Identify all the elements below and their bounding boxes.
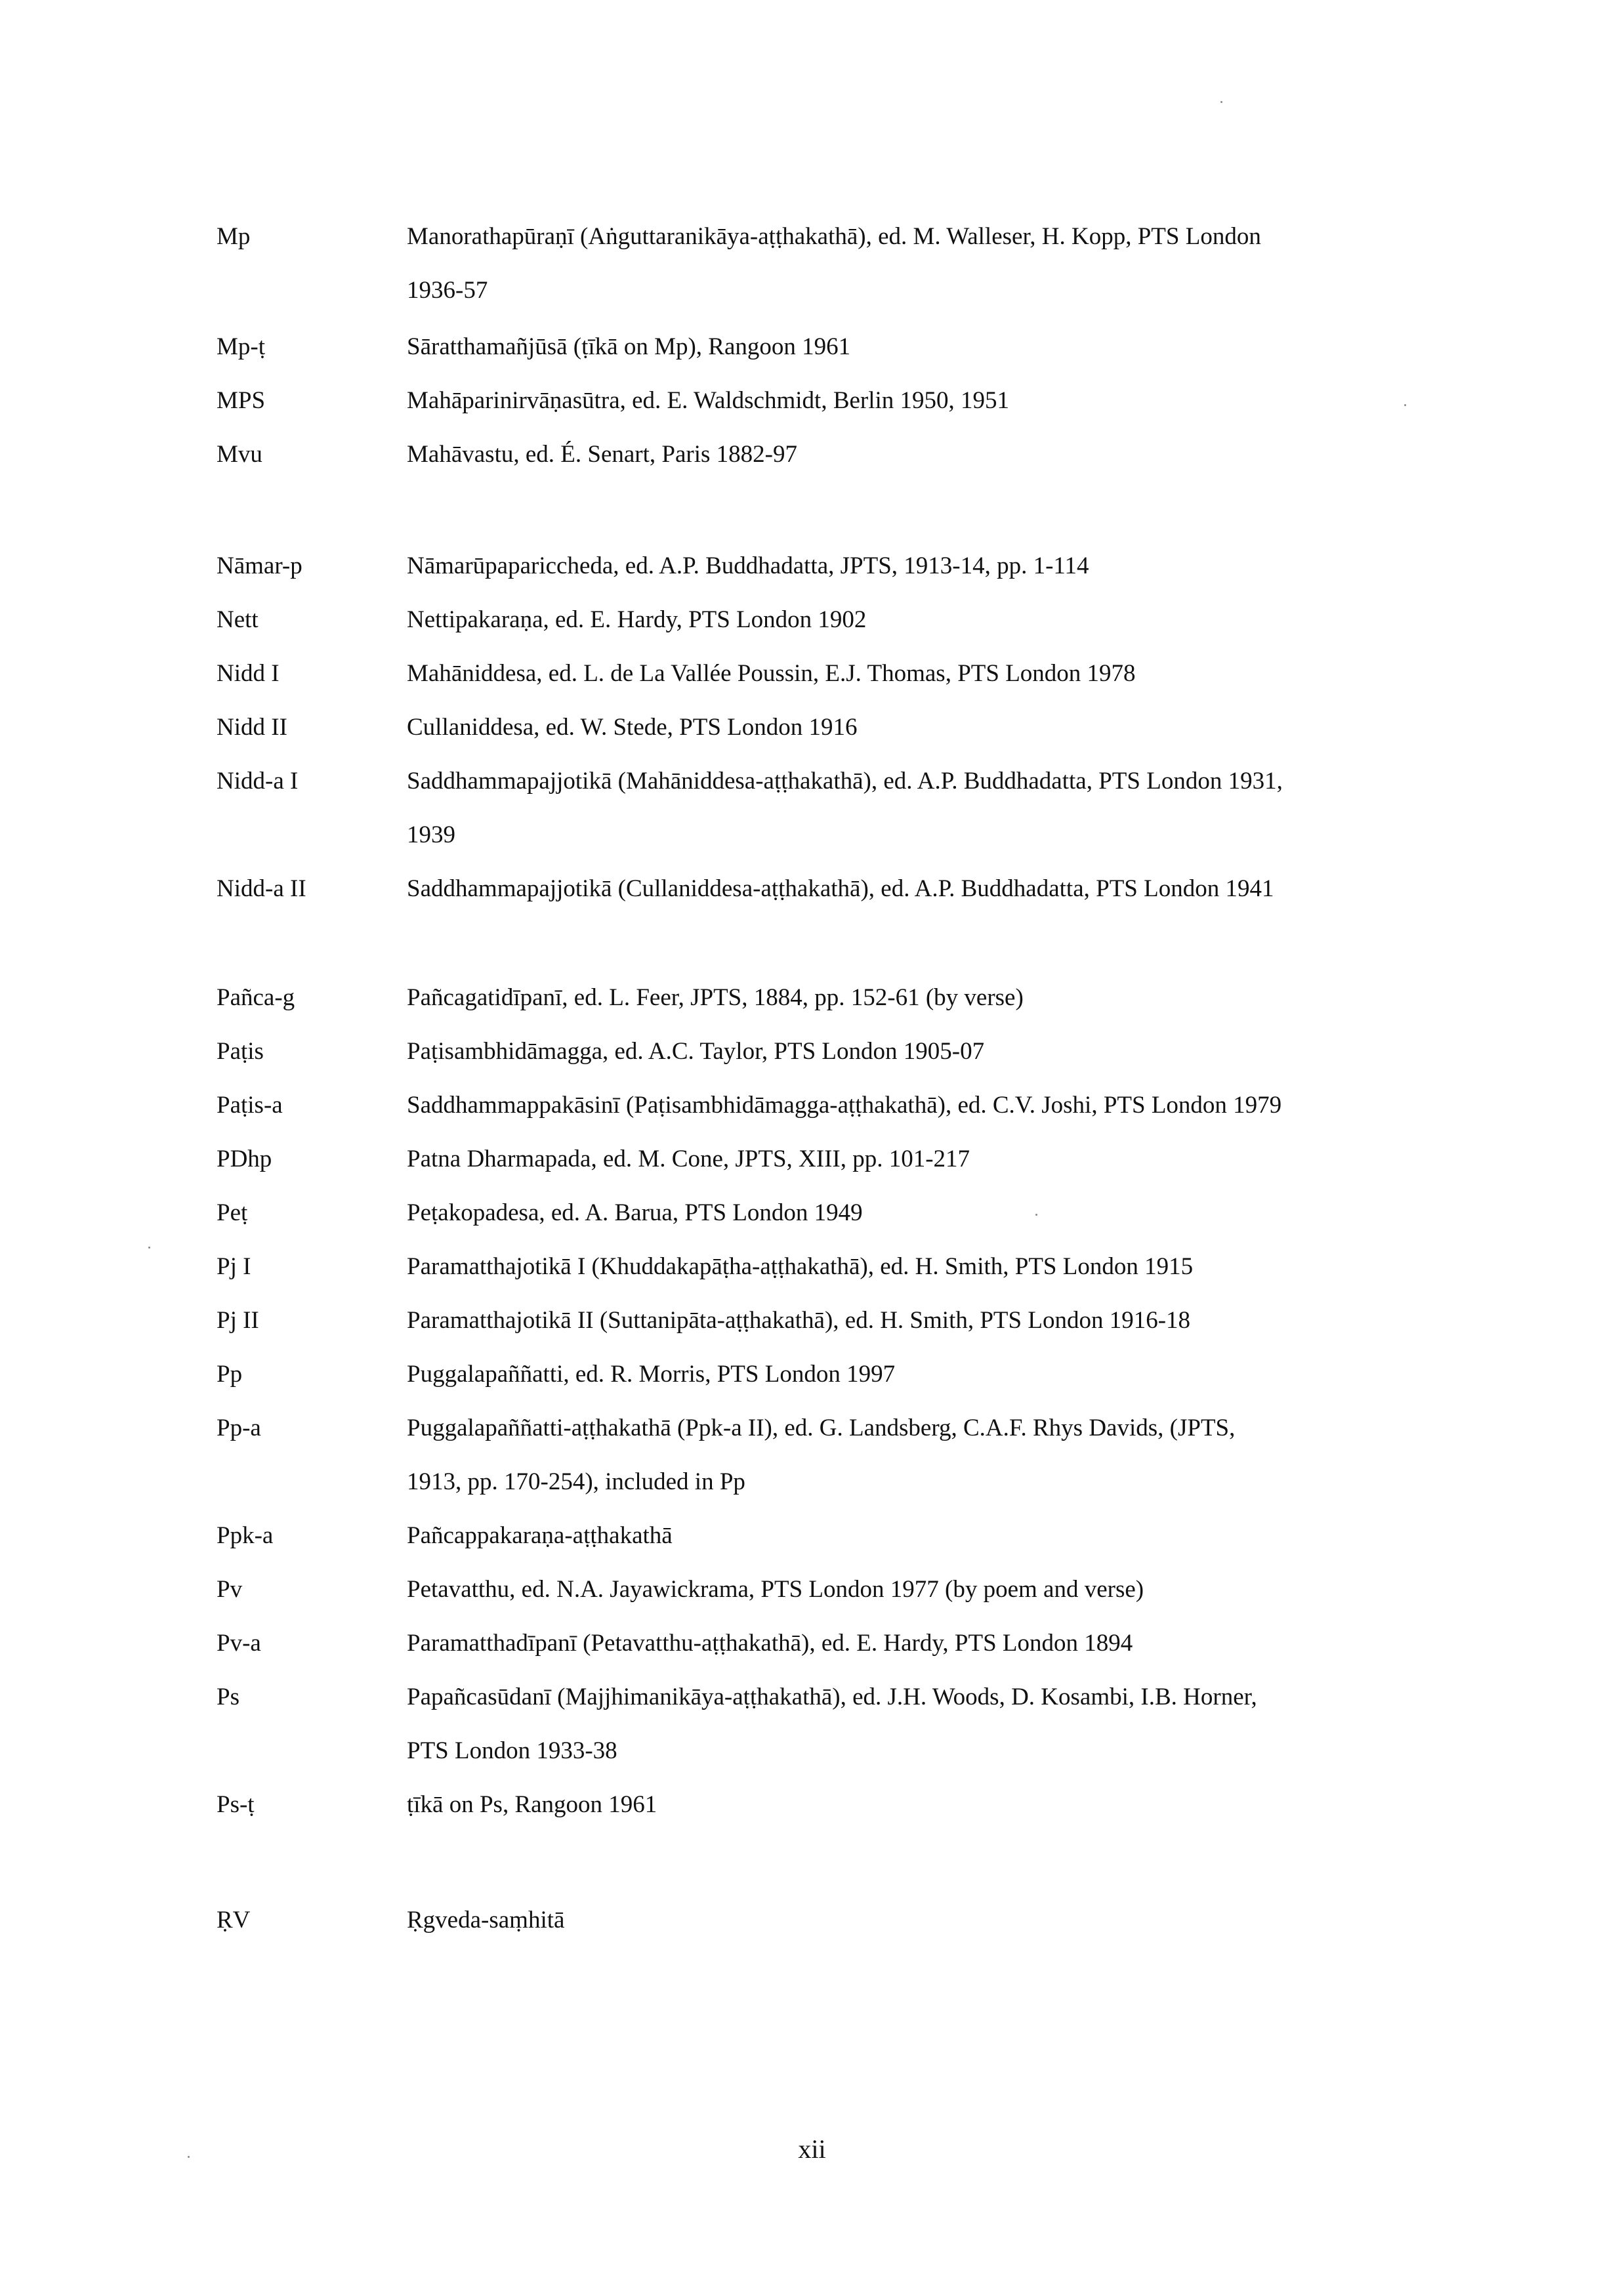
entry-abbreviation: Pp-a [217, 1415, 261, 1441]
entry-description [407, 1893, 1404, 1947]
entry-description [407, 1132, 1404, 1186]
entry-abbreviation: Nidd II [217, 714, 287, 741]
scan-speck [148, 1247, 150, 1249]
entry-abbreviation: Paṭis [217, 1038, 264, 1065]
entry-description [407, 1670, 1404, 1778]
entry-description [407, 428, 1404, 482]
entry-description [407, 755, 1404, 862]
entry-description [407, 647, 1404, 701]
entry-description [407, 1778, 1404, 1832]
entry-line: Pañcappakaraṇa-aṭṭhakathā [407, 1522, 673, 1549]
entry-line: Nettipakaraṇa, ed. E. Hardy, PTS London 1902 [407, 606, 867, 633]
entry-description [407, 593, 1404, 647]
scan-speck [188, 2156, 190, 2158]
entry-description [407, 210, 1404, 318]
entry-description [407, 1348, 1404, 1401]
entry-description [407, 320, 1404, 374]
entry-abbreviation: Paṭis-a [217, 1092, 283, 1119]
entry-abbreviation: Pv-a [217, 1630, 261, 1657]
entry-description [407, 701, 1404, 755]
entry-abbreviation: Nidd I [217, 660, 280, 687]
entry-line: PTS London 1933-38 [407, 1737, 617, 1764]
entry-description [407, 374, 1404, 428]
scan-speck [1035, 1214, 1037, 1216]
entry-line: Cullaniddesa, ed. W. Stede, PTS London 1916 [407, 714, 858, 741]
entry-line: Paramatthajotikā II (Suttanipāta-aṭṭhakathā), ed. H. Smith, PTS London 1916-18 [407, 1307, 1191, 1334]
entry-line: Paramatthajotikā I (Khuddakapāṭha-aṭṭhakathā), ed. H. Smith, PTS London 1915 [407, 1253, 1194, 1280]
entry-abbreviation: Nidd-a I [217, 768, 299, 795]
entry-abbreviation: PDhp [217, 1146, 272, 1172]
entry-abbreviation: Mp-ṭ [217, 333, 265, 360]
entry-description [407, 539, 1404, 593]
entry-description [407, 1294, 1404, 1348]
entry-line: Peṭakopadesa, ed. A. Barua, PTS London 1949 [407, 1199, 863, 1226]
entry-description [407, 1025, 1404, 1079]
entry-abbreviation: Pj II [217, 1307, 259, 1334]
entry-line: 1936-57 [407, 277, 488, 304]
entry-description [407, 971, 1404, 1025]
entry-line: Papañcasūdanī (Majjhimanikāya-aṭṭhakathā), ed. J.H. Woods, D. Kosambi, I.B. Horner, [407, 1684, 1257, 1710]
page-number: xii [798, 2134, 826, 2164]
entry-abbreviation: Ps-ṭ [217, 1791, 255, 1818]
entry-abbreviation: Pv [217, 1576, 243, 1603]
entry-line: Paṭisambhidāmagga, ed. A.C. Taylor, PTS London 1905-07 [407, 1038, 985, 1065]
entry-abbreviation: Mvu [217, 441, 262, 468]
entry-abbreviation: Pañca-g [217, 984, 295, 1011]
entry-description [407, 1563, 1404, 1617]
entry-abbreviation: Mp [217, 223, 251, 250]
entry-line: Ṛgveda-saṃhitā [407, 1907, 565, 1933]
entry-line: Sāratthamañjūsā (ṭīkā on Mp), Rangoon 1961 [407, 333, 851, 360]
entry-abbreviation: Ps [217, 1684, 239, 1710]
entry-line: Petavatthu, ed. N.A. Jayawickrama, PTS London 1977 (by poem and verse) [407, 1576, 1144, 1603]
entry-description [407, 1186, 1404, 1240]
entry-description [407, 862, 1404, 916]
entry-line: Mahāparinirvāṇasūtra, ed. E. Waldschmidt, Berlin 1950, 1951 [407, 387, 1010, 414]
entry-line: Puggalapaññatti-aṭṭhakathā (Ppk-a II), ed. G. Landsberg, C.A.F. Rhys Davids, (JPTS, [407, 1415, 1236, 1441]
entry-abbreviation: Ppk-a [217, 1522, 274, 1549]
entry-abbreviation: Nett [217, 606, 259, 633]
entry-line: Puggalapaññatti, ed. R. Morris, PTS London 1997 [407, 1361, 896, 1388]
entry-line: Manorathapūraṇī (Aṅguttaranikāya-aṭṭhakathā), ed. M. Walleser, H. Kopp, PTS London [407, 223, 1261, 250]
entry-abbreviation: Nidd-a II [217, 875, 306, 902]
entry-abbreviation: Nāmar-p [217, 552, 302, 579]
entry-line: Saddhammapajjotikā (Mahāniddesa-aṭṭhakathā), ed. A.P. Buddhadatta, PTS London 1931, [407, 768, 1283, 795]
scan-speck [1404, 404, 1406, 406]
entry-abbreviation: Pj I [217, 1253, 251, 1280]
entry-abbreviation: ṚV [217, 1907, 251, 1933]
entry-line: Patna Dharmapada, ed. M. Cone, JPTS, XIII, pp. 101-217 [407, 1146, 970, 1172]
entry-line: 1939 [407, 821, 455, 848]
entry-description [407, 1079, 1404, 1132]
entry-abbreviation: Peṭ [217, 1199, 248, 1226]
entry-description [407, 1617, 1404, 1670]
entry-line: Saddhammapajjotikā (Cullaniddesa-aṭṭhakathā), ed. A.P. Buddhadatta, PTS London 1941 [407, 875, 1274, 902]
entry-line: Pañcagatidīpanī, ed. L. Feer, JPTS, 1884, pp. 152-61 (by verse) [407, 984, 1024, 1011]
scan-speck [1220, 101, 1222, 103]
entry-line: Nāmarūpapariccheda, ed. A.P. Buddhadatta, JPTS, 1913-14, pp. 1-114 [407, 552, 1089, 579]
entry-description [407, 1401, 1404, 1509]
entry-abbreviation: Pp [217, 1361, 243, 1388]
entry-line: 1913, pp. 170-254), included in Pp [407, 1468, 745, 1495]
entry-line: Paramatthadīpanī (Petavatthu-aṭṭhakathā), ed. E. Hardy, PTS London 1894 [407, 1630, 1133, 1657]
entry-line: Saddhammappakāsinī (Paṭisambhidāmagga-aṭṭhakathā), ed. C.V. Joshi, PTS London 1979 [407, 1092, 1282, 1119]
entry-description [407, 1509, 1404, 1563]
entry-description [407, 1240, 1404, 1294]
entry-abbreviation: MPS [217, 387, 266, 414]
entry-line: Mahāniddesa, ed. L. de La Vallée Poussin, E.J. Thomas, PTS London 1978 [407, 660, 1136, 687]
entry-line: ṭīkā on Ps, Rangoon 1961 [407, 1791, 657, 1818]
entry-line: Mahāvastu, ed. É. Senart, Paris 1882-97 [407, 441, 797, 468]
